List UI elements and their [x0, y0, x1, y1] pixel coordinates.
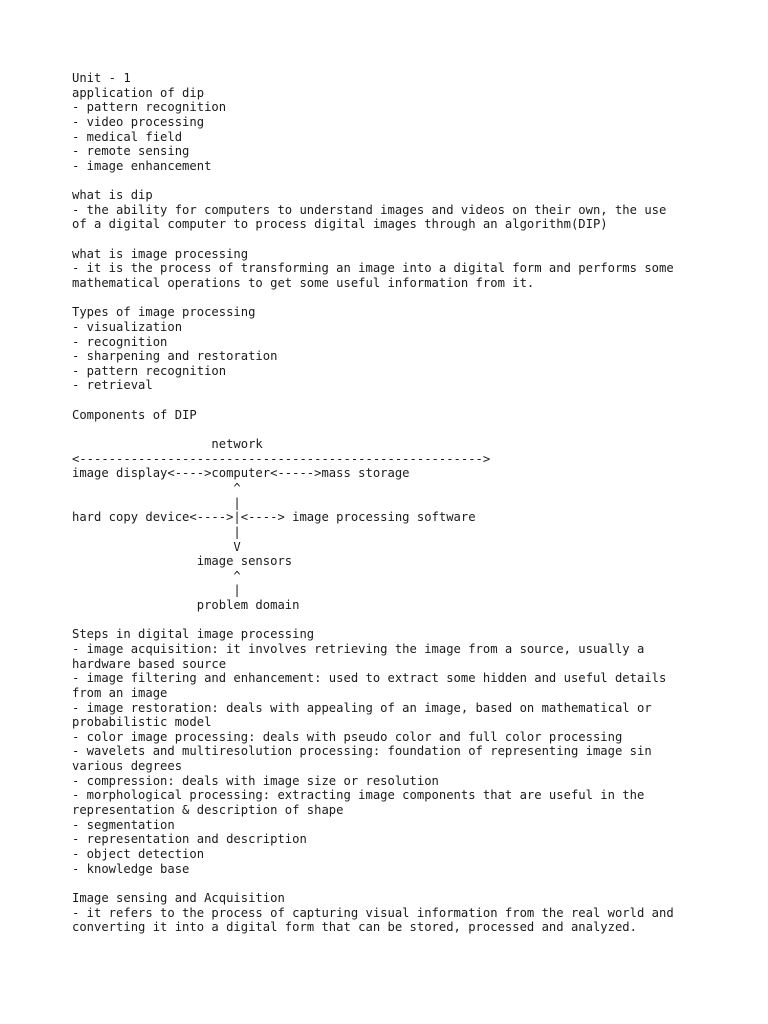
- text-line: |: [72, 583, 241, 598]
- text-line: - pattern recognition: [72, 100, 227, 115]
- text-line: Steps in digital image processing: [72, 627, 315, 642]
- text-line: - image restoration: deals with appealing of an image, based on mathematical or: [72, 700, 652, 715]
- blank-line: [72, 291, 752, 306]
- text-line: problem domain: [72, 598, 300, 613]
- text-line: of a digital computer to process digital images through an algorithm(DIP): [72, 217, 608, 232]
- text-line: converting it into a digital form that can be stored, processed and analyzed.: [72, 920, 637, 935]
- text-line: - pattern recognition: [72, 363, 227, 378]
- blank-line: [72, 173, 752, 188]
- text-line: network: [72, 437, 263, 452]
- document-page: [72, 71, 752, 935]
- text-line: what is image processing: [72, 246, 249, 261]
- text-line: - image enhancement: [72, 158, 212, 173]
- text-line: Components of DIP: [72, 407, 197, 422]
- text-line: ^: [72, 568, 241, 583]
- text-line: - remote sensing: [72, 144, 190, 159]
- blank-line: [72, 876, 752, 891]
- text-line: - it refers to the process of capturing visual information from the real world and: [72, 905, 674, 920]
- text-line: - compression: deals with image size or resolution: [72, 773, 439, 788]
- text-line: Unit - 1: [72, 71, 131, 85]
- text-line: hardware based source: [72, 656, 227, 671]
- text-line: - image acquisition: it involves retrieving the image from a source, usually a: [72, 641, 645, 656]
- text-line: - morphological processing: extracting image components that are useful in the: [72, 788, 645, 803]
- text-line: what is dip: [72, 188, 153, 203]
- text-line: image display<---->computer<----->mass storage: [72, 466, 410, 481]
- text-line: representation & description of shape: [72, 803, 344, 818]
- blank-line: [72, 393, 752, 408]
- text-line: - object detection: [72, 846, 205, 861]
- text-line: - knowledge base: [72, 861, 190, 876]
- blank-line: [72, 232, 752, 247]
- text-line: - the ability for computers to understand images and videos on their own, the use: [72, 202, 667, 217]
- text-line: - recognition: [72, 334, 168, 349]
- text-line: - video processing: [72, 114, 205, 129]
- text-line: <------------------------------------------------------->: [72, 451, 491, 466]
- text-line: application of dip: [72, 85, 205, 100]
- text-line: - image filtering and enhancement: used to extract some hidden and useful details: [72, 671, 667, 686]
- text-line: V: [72, 539, 241, 554]
- text-line: - sharpening and restoration: [72, 349, 278, 364]
- text-line: mathematical operations to get some useful information from it.: [72, 275, 535, 290]
- text-line: hard copy device<---->|<----> image processing software: [72, 510, 476, 525]
- text-line: |: [72, 524, 241, 539]
- text-line: |: [72, 495, 241, 510]
- text-line: - retrieval: [72, 378, 153, 393]
- text-line: - color image processing: deals with pseudo color and full color processing: [72, 729, 623, 744]
- text-line: Types of image processing: [72, 305, 256, 320]
- text-line: Image sensing and Acquisition: [72, 890, 285, 905]
- text-line: - medical field: [72, 129, 183, 144]
- text-line: various degrees: [72, 759, 183, 774]
- blank-line: [72, 613, 752, 628]
- text-line: ^: [72, 480, 241, 495]
- text-line: - visualization: [72, 319, 183, 334]
- text-line: image sensors: [72, 554, 293, 569]
- blank-line: [72, 422, 752, 437]
- text-line: from an image: [72, 685, 168, 700]
- text-line: - segmentation: [72, 817, 175, 832]
- text-line: - it is the process of transforming an image into a digital form and performs some: [72, 261, 674, 276]
- text-line: - representation and description: [72, 832, 307, 847]
- text-line: - wavelets and multiresolution processing: foundation of representing image sin: [72, 744, 652, 759]
- text-line: probabilistic model: [72, 715, 212, 730]
